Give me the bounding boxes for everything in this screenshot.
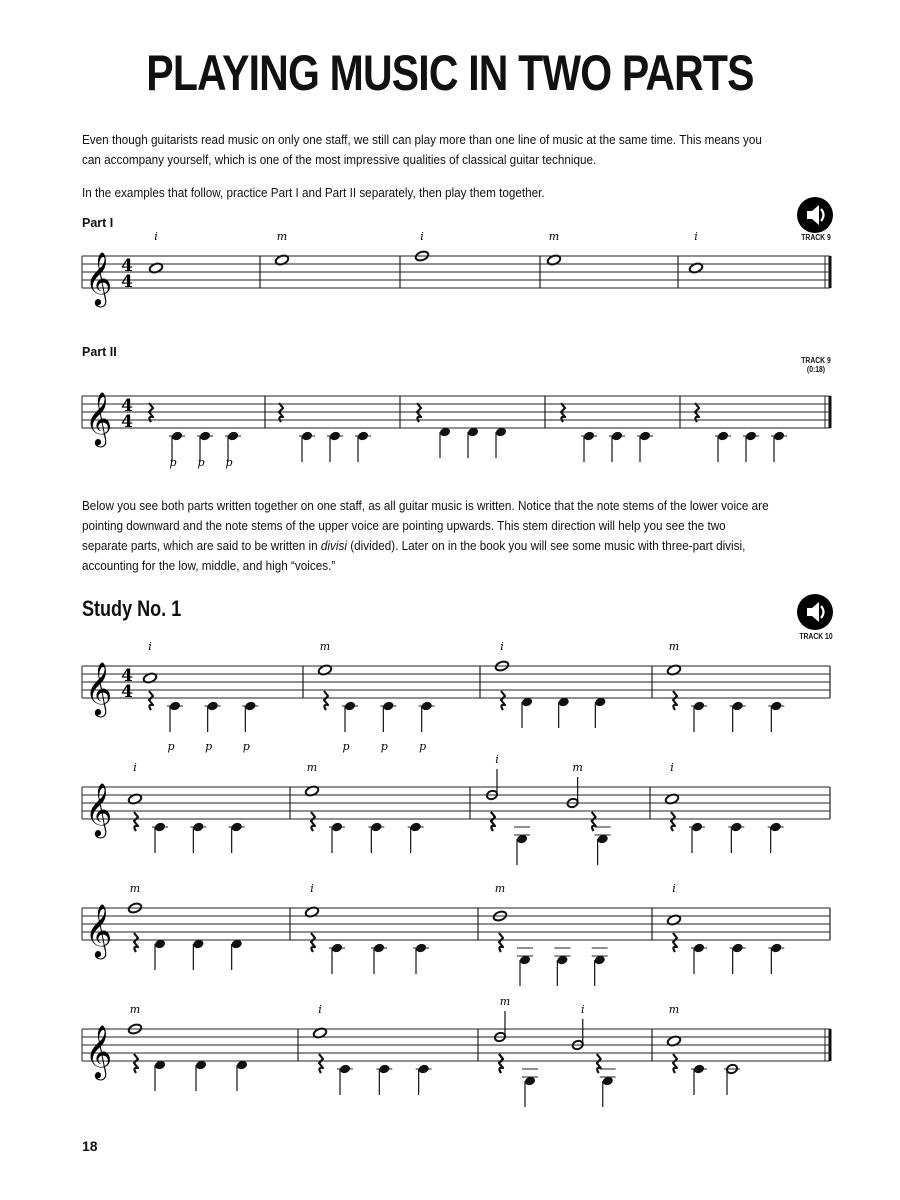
- fingering-m: m: [499, 995, 511, 1008]
- study-title: Study No. 1: [82, 596, 182, 621]
- page-title: PLAYING MUSIC IN TWO PARTS: [146, 45, 754, 101]
- fingering-m: m: [668, 640, 680, 653]
- treble-clef: 𝄞: [85, 251, 113, 305]
- fingering-i: i: [148, 640, 152, 653]
- notehead-filled: [230, 821, 243, 832]
- quarter-rest: [134, 933, 138, 952]
- notehead-filled: [717, 430, 730, 441]
- notehead-filled: [731, 942, 744, 953]
- time-signature-top: 4: [121, 666, 133, 686]
- notehead-filled: [206, 700, 219, 711]
- notehead-filled: [583, 430, 596, 441]
- notehead-filled: [417, 1063, 430, 1074]
- notehead-filled: [611, 430, 624, 441]
- quarter-rest: [491, 812, 495, 831]
- notehead-filled: [370, 821, 383, 832]
- notehead-filled: [192, 821, 205, 832]
- fingering-p: p: [419, 740, 427, 753]
- fingering-m: m: [129, 882, 141, 895]
- staff: [82, 661, 830, 717]
- notehead-filled: [409, 821, 422, 832]
- track-label-part2-line2: (0:18): [806, 365, 826, 374]
- fingering-i: i: [310, 882, 314, 895]
- notehead-filled: [357, 430, 370, 441]
- notehead-filled: [382, 700, 395, 711]
- notehead-filled: [691, 821, 704, 832]
- notehead-filled: [730, 821, 743, 832]
- notehead-filled: [378, 1063, 391, 1074]
- track-label-part1: TRACK 9: [801, 233, 831, 242]
- notehead-filled: [227, 430, 240, 441]
- quarter-rest: [673, 691, 677, 710]
- notehead-filled: [420, 700, 433, 711]
- fingering-i: i: [133, 761, 137, 774]
- quarter-rest: [319, 1054, 323, 1073]
- fingering-p: p: [167, 740, 175, 753]
- notehead-filled: [171, 430, 184, 441]
- part-one-label: Part I: [82, 216, 114, 230]
- quarter-rest: [311, 812, 315, 831]
- fingering-p: p: [205, 740, 213, 753]
- fingering-p: p: [225, 456, 233, 469]
- staff: [82, 903, 830, 959]
- notehead-filled: [693, 942, 706, 953]
- notehead-filled: [199, 430, 212, 441]
- quarter-rest: [597, 1054, 601, 1073]
- quarter-rest: [499, 1054, 503, 1073]
- notehead-filled: [244, 700, 257, 711]
- fingering-i: i: [694, 230, 698, 243]
- time-signature-bottom: 4: [121, 682, 133, 702]
- fingering-i: i: [495, 753, 499, 766]
- fingering-m: m: [548, 230, 560, 243]
- divisi-text-1: Below you see both parts written together on one staff, as all guitar music is written. Notice that the note stems of the lower voice are pointing downward and the note stems of the upper voice are pointing upwards. This stem direction will help you see the two separate parts, which are said to be written in: [82, 499, 769, 553]
- fingering-i: i: [154, 230, 158, 243]
- notehead-filled: [329, 430, 342, 441]
- fingering-m: m: [276, 230, 288, 243]
- fingering-p: p: [197, 456, 205, 469]
- notehead-filled: [415, 942, 428, 953]
- quarter-rest: [499, 933, 503, 952]
- fingering-m: m: [306, 761, 318, 774]
- track-label-part2-line1: TRACK 9: [801, 356, 831, 365]
- divisi-term: divisi: [320, 539, 347, 553]
- staff: [82, 1024, 830, 1080]
- part-two-label: Part II: [82, 345, 117, 359]
- fingering-m: m: [668, 1003, 680, 1016]
- notehead-filled: [693, 700, 706, 711]
- fingering-m: m: [572, 761, 583, 774]
- fingering-p: p: [242, 740, 250, 753]
- treble-clef: 𝄞: [85, 661, 113, 715]
- time-signature-top: 4: [121, 256, 133, 276]
- notehead-filled: [331, 942, 344, 953]
- notehead-filled: [745, 430, 758, 441]
- notehead-filled: [769, 821, 782, 832]
- notehead-filled: [639, 430, 652, 441]
- quarter-rest: [149, 691, 153, 710]
- quarter-rest: [592, 812, 596, 831]
- notehead-filled: [169, 700, 182, 711]
- fingering-m: m: [129, 1003, 141, 1016]
- notehead-filled: [339, 1063, 352, 1074]
- quarter-rest: [673, 1054, 677, 1073]
- quarter-rest: [324, 691, 328, 710]
- fingering-i: i: [318, 1003, 322, 1016]
- page-number: 18: [82, 1138, 98, 1154]
- intro-paragraph: Even though guitarists read music on only one staff, we still can play more than one line of music at the same time. This means you can accompany yourself, which is one of the most impressive qualities of classical guitar technique.: [82, 133, 762, 167]
- time-signature-bottom: 4: [121, 272, 133, 292]
- notehead-filled: [154, 821, 167, 832]
- treble-clef: 𝄞: [85, 391, 113, 445]
- quarter-rest: [134, 812, 138, 831]
- practice-instruction: In the examples that follow, practice Part I and Part II separately, then play them together.: [82, 186, 545, 200]
- staff: [82, 251, 830, 307]
- treble-clef: 𝄞: [85, 782, 113, 836]
- notehead-filled: [331, 821, 344, 832]
- fingering-i: i: [500, 640, 504, 653]
- quarter-rest: [134, 1054, 138, 1073]
- treble-clef: 𝄞: [85, 1024, 113, 1078]
- notehead-filled: [693, 1063, 706, 1074]
- notehead-filled: [773, 430, 786, 441]
- time-signature-bottom: 4: [121, 412, 133, 432]
- notehead-filled: [770, 942, 783, 953]
- quarter-rest: [673, 933, 677, 952]
- fingering-i: i: [672, 882, 676, 895]
- notehead-filled: [770, 700, 783, 711]
- fingering-i: i: [580, 1003, 585, 1016]
- treble-clef: 𝄞: [85, 903, 113, 957]
- track-label-study: TRACK 10: [799, 632, 833, 641]
- quarter-rest: [501, 691, 505, 710]
- quarter-rest: [671, 812, 675, 831]
- fingering-p: p: [342, 740, 350, 753]
- fingering-p: p: [380, 740, 388, 753]
- notehead-filled: [373, 942, 386, 953]
- fingering-i: i: [670, 761, 674, 774]
- fingering-m: m: [494, 882, 506, 895]
- notehead-filled: [731, 700, 744, 711]
- fingering-p: p: [169, 456, 177, 469]
- notehead-filled: [301, 430, 314, 441]
- divisi-text-2: (divided). Later on in the book you will see some music with three-part divisi, accounting for the low, middle, and high “voices.”: [82, 539, 746, 573]
- quarter-rest: [311, 933, 315, 952]
- notehead-filled: [344, 700, 357, 711]
- time-signature-top: 4: [121, 396, 133, 416]
- fingering-i: i: [420, 230, 424, 243]
- fingering-m: m: [319, 640, 331, 653]
